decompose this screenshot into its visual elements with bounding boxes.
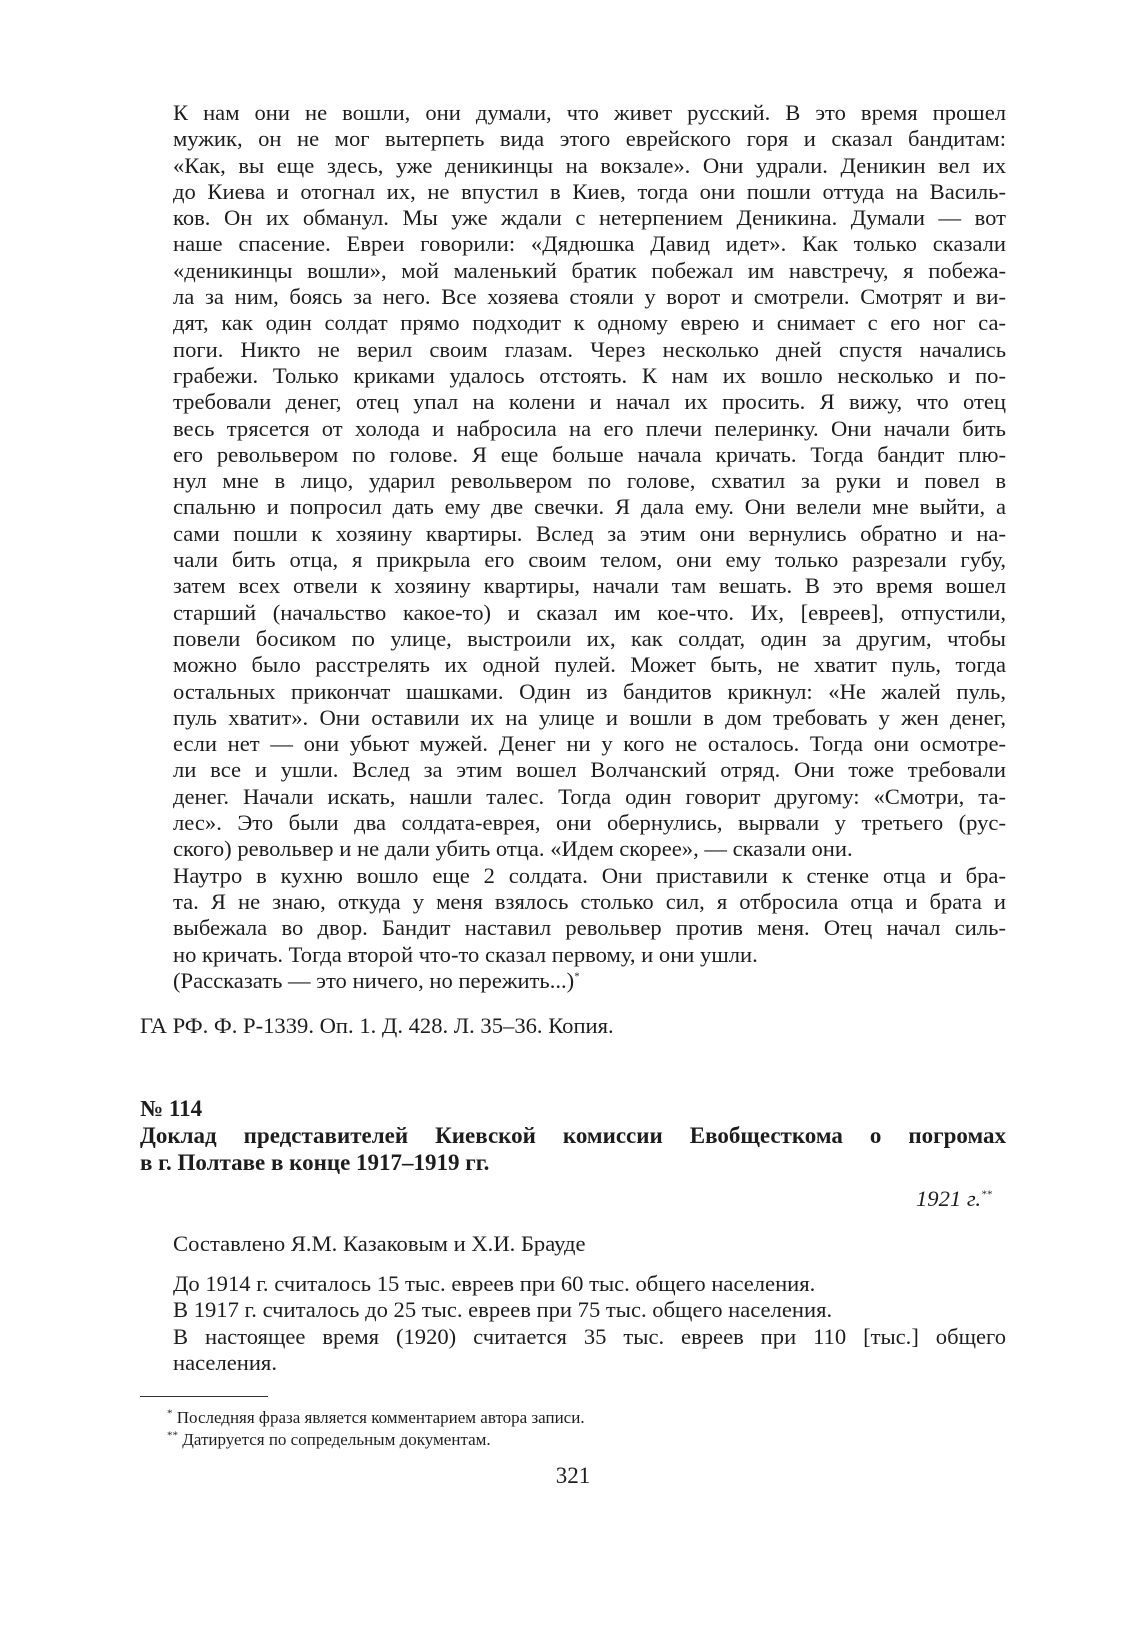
document-number: № 114 <box>140 1096 203 1122</box>
text-line: пуль хватит». Они оставили их на улице и вошли в дом требовать у жен денег, <box>173 704 1006 730</box>
text-line: сами пошли к хозяину квартиры. Вслед за этим они вернулись обратно и на- <box>173 520 1006 546</box>
text-line: «Как, вы еще здесь, уже деникинцы на вокзале». Они удрали. Деникин вел их <box>173 152 1006 178</box>
footnote-marker: ** <box>981 1188 992 1201</box>
text-line: грабежи. Только криками удалось отстоять. К нам их вошло несколько и по- <box>173 362 1006 388</box>
document-body <box>140 1271 1006 1376</box>
footnote-marker: * <box>167 1407 173 1420</box>
text-line: ла за ним, боясь за него. Все хозяева стояли у ворот и смотрели. Смотрят и ви- <box>173 284 1006 310</box>
page-number: 321 <box>555 1463 591 1489</box>
document-paragraph: В 1917 г. считалось до 25 тыс. евреев при 75 тыс. общего населения. <box>173 1297 833 1323</box>
document-paragraph: До 1914 г. считалось 15 тыс. евреев при 60 тыс. общего населения. <box>173 1270 816 1296</box>
document-title-line: в г. Полтаве в конце 1917–1919 гг. <box>140 1150 490 1176</box>
text-line: нул мне в лицо, ударил револьвером по голове, схватил за руки и повел в <box>173 468 1006 494</box>
footnote-text: Последняя фраза является комментарием автора записи. <box>176 1408 585 1428</box>
body-text <box>140 100 1006 994</box>
body-paragraph-1 <box>140 100 1006 863</box>
text-line: Наутро в кухню вошло еще 2 солдата. Они приставили к стенке отца и бра- <box>173 862 1006 888</box>
text-line: требовали денег, отец упал на колени и начал их просить. Я вижу, что отец <box>173 389 1006 415</box>
text-line: мужик, он не мог вытерпеть вида этого еврейского горя и сказал бандитам: <box>173 126 1006 152</box>
text-line: ков. Он их обманул. Мы уже ждали с нетерпением Деникина. Думали — вот <box>173 205 1006 231</box>
body-paragraph-2 <box>140 863 1006 968</box>
document-date <box>140 1186 1006 1212</box>
text-line: «деникинцы вошли», мой маленький братик побежал им навстречу, я побежа- <box>173 257 1006 283</box>
document-date-text: 1921 г. <box>915 1186 981 1212</box>
footnote-item <box>140 1429 1006 1451</box>
text-line: населения. <box>173 1349 277 1375</box>
footnote-item <box>140 1407 1006 1429</box>
text-line: но кричать. Тогда второй что-то сказал первому, и они ушли. <box>173 941 758 967</box>
document-paragraph <box>140 1324 1006 1377</box>
text-line: до Киева и отогнал их, не впустил в Киев, тогда они пошли оттуда на Василь- <box>173 178 1006 204</box>
text-line: ского) револьвер и не дали убить отца. «Идем скорее», — сказали они. <box>173 836 853 862</box>
footnote-text: Датируется по сопредельным документам. <box>182 1430 491 1450</box>
text-line: К нам они не вошли, они думали, что живет русский. В это время прошел <box>173 100 1006 125</box>
text-line: спальню и попросил дать ему две свечки. Я дала ему. Они велели мне выйти, а <box>173 494 1006 520</box>
text-line: его револьвером по голове. Я еще больше начала кричать. Тогда бандит плю- <box>173 441 1006 467</box>
text-line: если нет — они убьют мужей. Денег ни у кого не осталось. Тогда они осмотре- <box>173 731 1006 757</box>
footnotes <box>140 1407 1006 1451</box>
source-reference: ГА РФ. Ф. Р-1339. Оп. 1. Д. 428. Л. 35–36. Копия. <box>140 1013 614 1039</box>
text-line: старший (начальство какое-то) и сказал им кое-что. Их, [евреев], отпустили, <box>173 599 1006 625</box>
text-line: В настоящее время (1920) считается 35 тыс. евреев при 110 [тыс.] общего <box>173 1323 1006 1349</box>
text-line: остальных прикончат шашками. Один из бандитов крикнул: «Не жалей пуль, <box>173 678 1006 704</box>
closing-remark <box>140 968 1006 994</box>
footnote-marker: ** <box>167 1429 178 1442</box>
text-line: выбежала во двор. Бандит наставил револьвер против меня. Отец начал силь- <box>173 915 1006 941</box>
closing-remark-text: (Рассказать — это ничего, но пережить...) <box>173 967 575 993</box>
text-line: весь трясется от холода и набросила на его плечи пелеринку. Они начали бить <box>173 415 1006 441</box>
text-line: та. Я не знаю, откуда у меня взялось столько сил, я отбросила отца и брата и <box>173 888 1006 914</box>
text-line: можно было расстрелять их одной пулей. Может быть, не хватит пуль, тогда <box>173 652 1006 678</box>
footnote-marker: * <box>574 970 580 983</box>
document-title-line: Доклад представителей Киевской комиссии Евобщесткома о погромах <box>140 1123 1006 1149</box>
text-line: дят, как один солдат прямо подходит к одному еврею и снимает с его ног са- <box>173 310 1006 336</box>
document-title <box>140 1122 1006 1176</box>
footnote-divider <box>140 1396 268 1397</box>
compiled-by: Составлено Я.М. Казаковым и Х.И. Брауде <box>173 1230 586 1256</box>
text-line: поги. Никто не верил своим глазам. Через несколько дней спустя начались <box>173 336 1006 362</box>
document-page <box>140 100 1006 1489</box>
text-line: ли все и ушли. Вслед за этим вошел Волчанский отряд. Они тоже требовали <box>173 757 1006 783</box>
text-line: наше спасение. Евреи говорили: «Дядюшка Давид идет». Как только сказали <box>173 231 1006 257</box>
text-line: лес». Это были два солдата-еврея, они обернулись, вырвали у третьего (рус- <box>173 810 1006 836</box>
text-line: денег. Начали искать, нашли талес. Тогда один говорит другому: «Смотри, та- <box>173 783 1006 809</box>
text-line: затем всех отвели к хозяину квартиры, начали там вешать. В это время вошел <box>173 573 1006 599</box>
text-line: чали бить отца, я прикрыла его своим телом, они ему только разрезали губу, <box>173 547 1006 573</box>
text-line: повели босиком по улице, выстроили их, как солдат, один за другим, чтобы <box>173 625 1006 651</box>
